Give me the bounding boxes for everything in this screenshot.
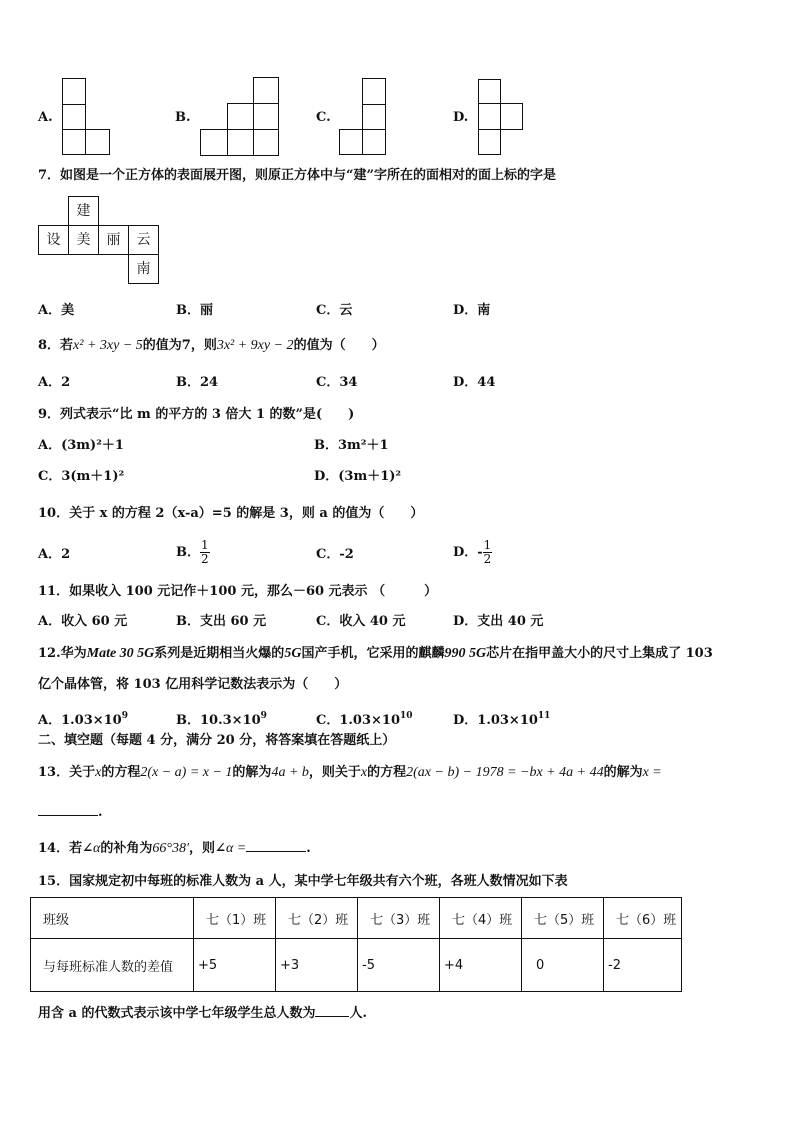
q11-option-d: D．支出 40 元 bbox=[453, 614, 544, 629]
q12-stem-line-1: 12.华为Mate 30 5G系列是近期相当火爆的5G国产手机，它采用的麒麟990 5G芯片在指甲盖大小的尺寸上集成了 103 bbox=[38, 646, 713, 661]
q15-answer-blank[interactable] bbox=[315, 1003, 349, 1017]
q10-stem: 10．关于 x 的方程 2（x-a）=5 的解是 3，则 a 的值为（ ） bbox=[38, 506, 424, 521]
q7-option-a: A．美 bbox=[38, 303, 75, 318]
q8-option-b: B．24 bbox=[176, 375, 219, 390]
net-cell-she: 设 bbox=[38, 225, 69, 255]
class-difference-table bbox=[30, 897, 682, 992]
q7-option-b: B．丽 bbox=[176, 303, 213, 318]
q10-option-d: D．- $\frac{1}{2}$ bbox=[453, 538, 492, 566]
table-cell: +3 bbox=[276, 939, 358, 992]
net-cell-li: 丽 bbox=[98, 225, 129, 255]
table-cell: 七（5）班 bbox=[522, 898, 604, 939]
q8-option-a: A．2 bbox=[38, 375, 71, 390]
table-cell: -5 bbox=[358, 939, 440, 992]
table-cell: 与每班标准人数的差值 bbox=[31, 939, 194, 992]
table-cell: 0 bbox=[522, 939, 604, 992]
q6-option-d-label: D. bbox=[453, 110, 469, 125]
q8-option-c: C．34 bbox=[316, 375, 358, 390]
table-cell: +5 bbox=[194, 939, 276, 992]
table-cell: 七（2）班 bbox=[276, 898, 358, 939]
fraction-one-half: $\frac{1}{2}$ bbox=[483, 538, 492, 566]
q9-option-a: A．(3m)²＋1 bbox=[38, 438, 124, 453]
table-cell: 七（4）班 bbox=[440, 898, 522, 939]
net-cell-yun: 云 bbox=[128, 225, 159, 255]
q14-answer-blank[interactable] bbox=[246, 838, 306, 852]
q7-option-d: D．南 bbox=[453, 303, 491, 318]
table-row bbox=[31, 939, 682, 992]
q15-question: 用含 a 的代数式表示该中学七年级学生总人数为 人. bbox=[38, 1003, 367, 1022]
q11-option-c: C．收入 40 元 bbox=[316, 614, 406, 629]
net-cell-jian: 建 bbox=[68, 196, 99, 226]
table-cell: 班级 bbox=[31, 898, 194, 939]
q11-stem: 11．如果收入 100 元记作＋100 元，那么－60 元表示 （ ） bbox=[38, 584, 438, 599]
q10-option-a: A．2 bbox=[38, 547, 71, 562]
table-cell: 七（3）班 bbox=[358, 898, 440, 939]
q13-answer-blank[interactable]: . bbox=[38, 801, 103, 821]
table-cell: 七（1）班 bbox=[194, 898, 276, 939]
q13-stem: 13．关于x的方程2(x − a) = x − 1的解为4a + b，则关于x的方程2(ax − b) − 1978 = −bx + 4a + 44的解为x = bbox=[38, 765, 662, 780]
q9-option-c: C．3(m＋1)² bbox=[38, 469, 125, 484]
q9-option-d: D．(3m＋1)² bbox=[314, 469, 402, 484]
table-cell: +4 bbox=[440, 939, 522, 992]
net-cell-nan: 南 bbox=[128, 254, 159, 284]
q10-option-b: B． $\frac{1}{2}$ bbox=[176, 538, 209, 566]
q8-stem: 8．若x² + 3xy − 5的值为7，则3x² + 9xy − 2的值为（ ） bbox=[38, 338, 385, 353]
q8-option-d: D．44 bbox=[453, 375, 496, 390]
q12-option-a: A．$1.03\times 10^9$ bbox=[38, 711, 128, 728]
q6-option-b-label: B. bbox=[175, 110, 191, 125]
q12-option-d: D．$1.03\times 10^{11}$ bbox=[453, 711, 551, 728]
q9-stem: 9．列式表示“比 m 的平方的 3 倍大 1 的数”是( ) bbox=[38, 407, 355, 422]
q7-option-c: C．云 bbox=[316, 303, 353, 318]
q12-option-c: C．$1.03\times 10^{10}$ bbox=[316, 711, 413, 728]
q12-option-b: B．$10.3\times 10^9$ bbox=[176, 711, 267, 728]
q8-expression-1: x² + 3xy − 5 bbox=[73, 338, 143, 353]
q9-option-b: B．3m²＋1 bbox=[314, 438, 389, 453]
net-cell-mei: 美 bbox=[68, 225, 99, 255]
q8-expression-2: 3x² + 9xy − 2 bbox=[216, 338, 294, 353]
q11-option-a: A．收入 60 元 bbox=[38, 614, 128, 629]
table-header-row bbox=[31, 898, 682, 939]
q10-option-c: C．-2 bbox=[316, 547, 354, 562]
q6-option-c-label: C. bbox=[316, 110, 331, 125]
section-heading-fill-in: 二、填空题（每题 4 分，满分 20 分，将答案填在答题纸上） bbox=[38, 733, 396, 748]
q6-option-a-label: A. bbox=[38, 110, 53, 125]
table-cell: 七（6）班 bbox=[604, 898, 682, 939]
q7-stem: 7．如图是一个正方体的表面展开图，则原正方体中与“建”字所在的面相对的面上标的字是 bbox=[38, 168, 557, 183]
q14-stem: 14．若∠α的补角为66°38′，则∠α = . bbox=[38, 838, 311, 857]
q11-option-b: B．支出 60 元 bbox=[176, 614, 267, 629]
q15-stem: 15．国家规定初中每班的标准人数为 a 人，某中学七年级共有六个班，各班人数情况如下表 bbox=[38, 874, 568, 889]
fraction-one-half: $\frac{1}{2}$ bbox=[201, 538, 209, 566]
table-cell: -2 bbox=[604, 939, 682, 992]
q12-stem-line-2: 亿个晶体管，将 103 亿用科学记数法表示为（ ） bbox=[38, 677, 348, 692]
